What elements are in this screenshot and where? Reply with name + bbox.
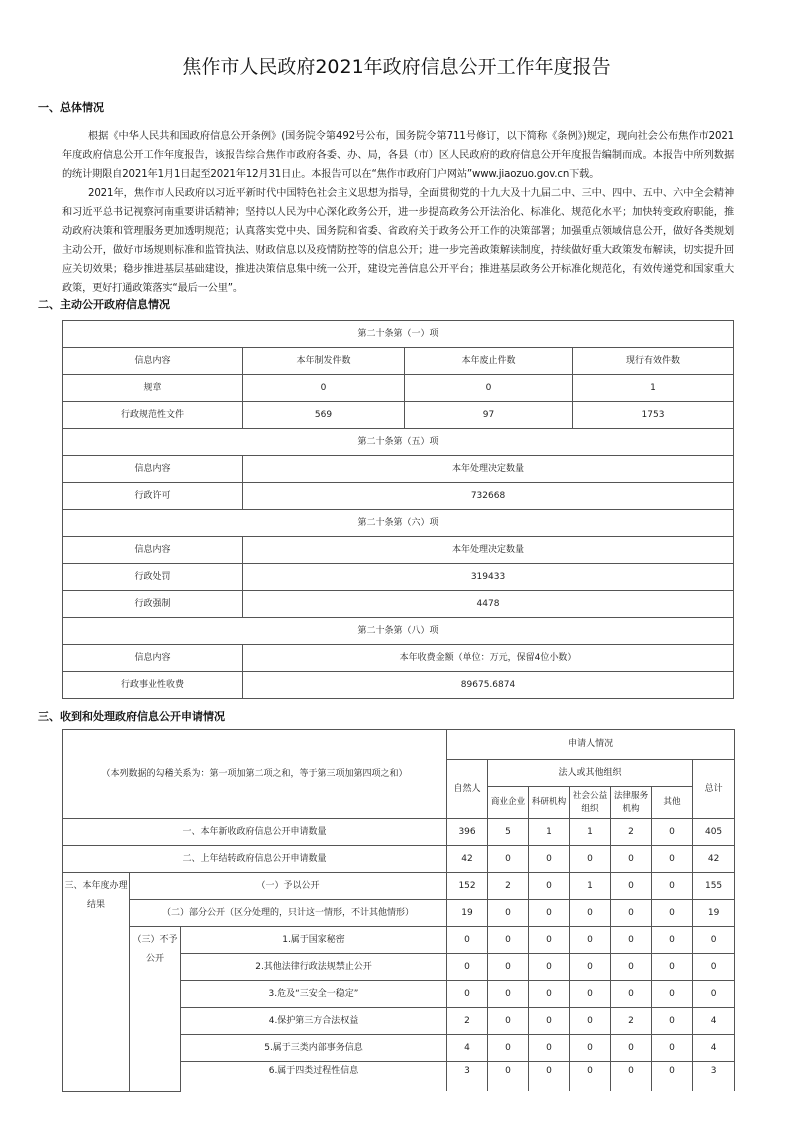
cell: 0 [652, 873, 693, 900]
cell: 0 [693, 927, 735, 954]
intro-paragraph: 根据《中华人民共和国政府信息公开条例》(国务院令第492号公布，国务院令第711号修订，以下简称《条例》)规定，现向社会公布焦作市2021年度政府信息公开工作年度报告，该报告综合焦作市政府各委、办、局，各县（市）区人民政府的政府信息公开年度报告编制而成。本报告中所列数据的统计期限自2021年1月1日起至2021年12月31日止。本报告可以在“焦作市政府门户网站”www.jiaozuo.gov.cn下载。 [62, 131, 734, 180]
cell: 2 [611, 1008, 652, 1035]
cell: 319433 [243, 564, 734, 591]
table-row [63, 375, 734, 402]
cell: 405 [693, 819, 735, 846]
cell: 396 [447, 819, 488, 846]
cell: 0 [447, 954, 488, 981]
table-row [63, 402, 734, 429]
sub-header: 法律服务机构 [611, 787, 652, 819]
cell: 3 [693, 1062, 735, 1092]
cell: 2 [447, 1008, 488, 1035]
cell: 0 [611, 1062, 652, 1092]
cell: 0 [488, 1035, 529, 1062]
group-label-withheld: （三）不予公开 [130, 927, 181, 1092]
cell: 0 [693, 981, 735, 1008]
row-label: 2.其他法律行政法规禁止公开 [181, 954, 447, 981]
natural-person-header: 自然人 [447, 760, 488, 819]
column-header: 信息内容 [63, 456, 243, 483]
column-header: 信息内容 [63, 645, 243, 672]
applicant-header: 申请人情况 [447, 730, 735, 760]
cell: 0 [652, 900, 693, 927]
total-header: 总计 [693, 760, 735, 819]
cell: 0 [611, 954, 652, 981]
block-title: 第二十条第（一）项 [63, 321, 734, 348]
cell: 0 [488, 1062, 529, 1092]
column-header: 本年处理决定数量 [243, 456, 734, 483]
sub-header: 科研机构 [529, 787, 570, 819]
cell: 3 [447, 1062, 488, 1092]
column-header: 本年制发件数 [243, 348, 405, 375]
column-header: 本年处理决定数量 [243, 537, 734, 564]
cell: 0 [488, 927, 529, 954]
cell: 0 [529, 981, 570, 1008]
table-row [63, 591, 734, 618]
cell: 0 [652, 1035, 693, 1062]
cell: 0 [488, 954, 529, 981]
cell: 2 [611, 819, 652, 846]
cell: 1 [529, 819, 570, 846]
cell: 1 [570, 819, 611, 846]
cell: 0 [529, 1062, 570, 1092]
reconciliation-note: （本列数据的勾稽关系为：第一项加第二项之和，等于第三项加第四项之和） [63, 730, 447, 819]
row-label: 行政许可 [63, 483, 243, 510]
table-row [63, 873, 735, 900]
cell: 0 [611, 981, 652, 1008]
section-3-heading: 三、收到和处理政府信息公开申请情况 [38, 710, 225, 723]
legal-group-header: 法人或其他组织 [488, 760, 693, 787]
cell: 1 [573, 375, 734, 402]
cell: 155 [693, 873, 735, 900]
cell: 0 [529, 1008, 570, 1035]
cell: 152 [447, 873, 488, 900]
cell: 0 [488, 981, 529, 1008]
cell: 97 [405, 402, 573, 429]
cell: 0 [570, 846, 611, 873]
cell: 0 [652, 981, 693, 1008]
cell: 0 [529, 927, 570, 954]
section-1-heading: 一、总体情况 [38, 101, 104, 114]
cell: 0 [570, 981, 611, 1008]
column-header: 本年废止件数 [405, 348, 573, 375]
column-header: 信息内容 [63, 348, 243, 375]
cell: 0 [488, 1008, 529, 1035]
cell: 0 [652, 927, 693, 954]
cell: 19 [693, 900, 735, 927]
cell: 0 [529, 954, 570, 981]
cell: 0 [488, 900, 529, 927]
cell: 0 [611, 927, 652, 954]
table-row [63, 927, 735, 954]
row-label: 5.属于三类内部事务信息 [181, 1035, 447, 1062]
table-row [63, 672, 734, 699]
cell: 4 [447, 1035, 488, 1062]
row-label: 4.保护第三方合法权益 [181, 1008, 447, 1035]
table-row [63, 900, 735, 927]
cell: 0 [405, 375, 573, 402]
application-handling-table [62, 729, 735, 1092]
block-title: 第二十条第（五）项 [63, 429, 734, 456]
table-row [63, 846, 735, 873]
cell: 0 [529, 846, 570, 873]
cell: 42 [693, 846, 735, 873]
cell: 2 [488, 873, 529, 900]
cell: 5 [488, 819, 529, 846]
row-label: 行政处罚 [63, 564, 243, 591]
cell: 0 [488, 846, 529, 873]
cell: 0 [611, 846, 652, 873]
cell: 0 [447, 981, 488, 1008]
cell: 0 [447, 927, 488, 954]
block-title: 第二十条第（八）项 [63, 618, 734, 645]
cell: 0 [652, 1008, 693, 1035]
cell: 0 [611, 1035, 652, 1062]
cell: 42 [447, 846, 488, 873]
cell: 0 [570, 1035, 611, 1062]
table-row [63, 564, 734, 591]
cell: 89675.6874 [243, 672, 734, 699]
table-row [63, 819, 735, 846]
row-label: 1.属于国家秘密 [181, 927, 447, 954]
cell: 569 [243, 402, 405, 429]
row-label: （二）部分公开（区分处理的，只计这一情形，不计其他情形） [130, 900, 447, 927]
sub-header: 其他 [652, 787, 693, 819]
cell: 0 [243, 375, 405, 402]
cell: 0 [570, 1008, 611, 1035]
row-label: 行政事业性收费 [63, 672, 243, 699]
sub-header: 商业企业 [488, 787, 529, 819]
block-title: 第二十条第（六）项 [63, 510, 734, 537]
document-title: 焦作市人民政府2021年政府信息公开工作年度报告 [182, 56, 611, 78]
row-label: 行政强制 [63, 591, 243, 618]
row-label: 二、上年结转政府信息公开申请数量 [63, 846, 447, 873]
cell: 0 [652, 1062, 693, 1092]
cell: 19 [447, 900, 488, 927]
cell: 0 [570, 954, 611, 981]
cell: 0 [529, 1035, 570, 1062]
column-header: 本年收费金额（单位：万元，保留4位小数） [243, 645, 734, 672]
cell: 1 [570, 873, 611, 900]
cell: 0 [652, 846, 693, 873]
cell: 0 [652, 819, 693, 846]
table-row [63, 483, 734, 510]
cell: 4 [693, 1008, 735, 1035]
cell: 4478 [243, 591, 734, 618]
row-label: 3.危及“三安全一稳定” [181, 981, 447, 1008]
cell: 0 [652, 954, 693, 981]
cell: 0 [570, 900, 611, 927]
cell: 732668 [243, 483, 734, 510]
row-label: （一）予以公开 [130, 873, 447, 900]
sub-header: 社会公益组织 [570, 787, 611, 819]
summary-paragraph: 2021年，焦作市人民政府以习近平新时代中国特色社会主义思想为指导，全面贯彻党的十九大及十九届二中、三中、四中、五中、六中全会精神和习近平总书记视察河南重要讲话精神；坚持以人民为中心深化政务公开，进一步提高政务公开法治化、标准化、规范化水平；加快转变政府职能，推动政府决策和管理服务更加透明规范；认真落实党中央、国务院和省委、省政府关于政务公开工作的决策部署；加强重点领域信息公开，做好各类规划主动公开，做好市场规则标准和监管执法、财政信息以及疫情防控等的信息公开；进一步完善政策解读制度，持续做好重大政策发布解读，切实提升回应关切效果；稳步推进基层基础建设，推进决策信息集中统一公开，建设完善信息公开平台；推进基层政务公开标准化规范化，有效传递党和国家重大政策，更好打通政策落实“最后一公里”。 [62, 188, 734, 294]
column-header: 现行有效件数 [573, 348, 734, 375]
cell: 0 [529, 900, 570, 927]
cell: 0 [693, 954, 735, 981]
row-label: 行政规范性文件 [63, 402, 243, 429]
cell: 0 [611, 873, 652, 900]
cell: 1753 [573, 402, 734, 429]
row-label: 6.属于四类过程性信息 [181, 1062, 447, 1092]
row-label: 一、本年新收政府信息公开申请数量 [63, 819, 447, 846]
group-label-results: 三、本年度办理结果 [63, 873, 130, 1092]
cell: 4 [693, 1035, 735, 1062]
proactive-disclosure-table [62, 320, 734, 699]
cell: 0 [529, 873, 570, 900]
cell: 0 [570, 1062, 611, 1092]
row-label: 规章 [63, 375, 243, 402]
section-2-heading: 二、主动公开政府信息情况 [38, 298, 170, 311]
column-header: 信息内容 [63, 537, 243, 564]
cell: 0 [570, 927, 611, 954]
cell: 0 [611, 900, 652, 927]
